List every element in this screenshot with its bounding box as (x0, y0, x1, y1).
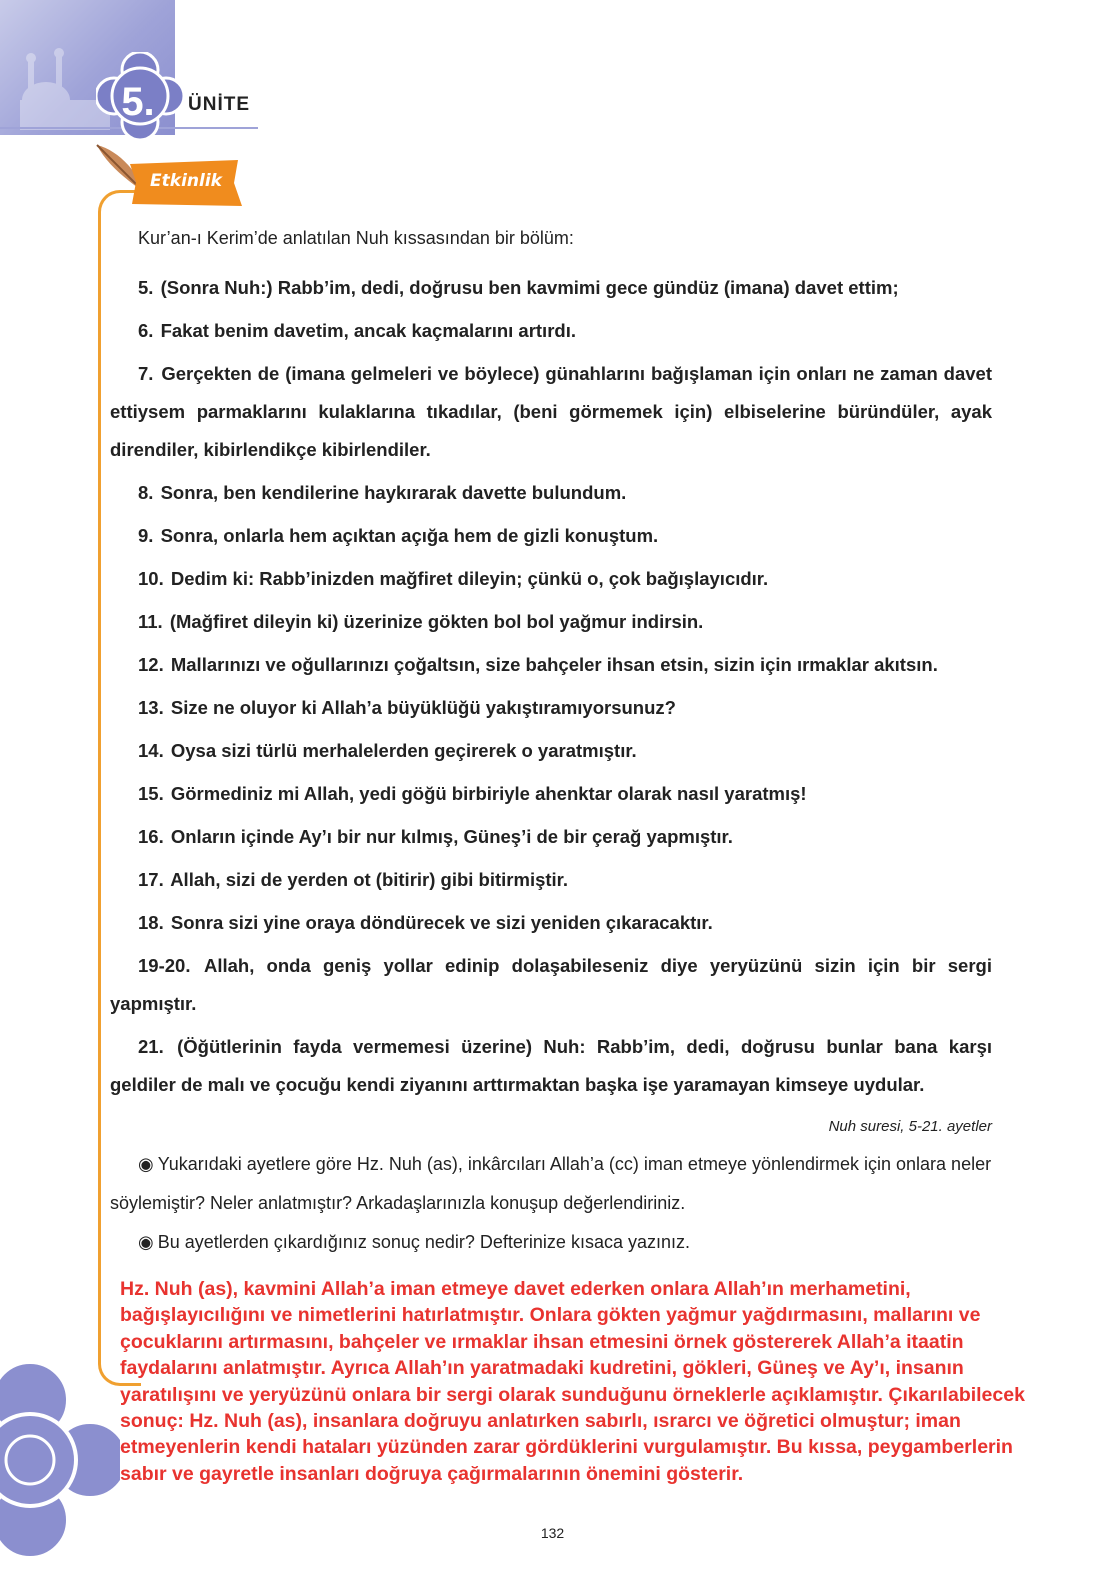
verse-item (110, 646, 992, 684)
verse-number: 19-20. (138, 955, 191, 976)
verse-text: Size ne oluyor ki Allah’a büyüklüğü yakıştıramıyorsunuz? (170, 697, 676, 718)
verse-text: Fakat benim davetim, ancak kaçmalarını artırdı. (160, 320, 576, 341)
verse-number: 15. (138, 783, 164, 804)
verse-item (110, 517, 992, 555)
verse-item (110, 474, 992, 512)
question-item (110, 1223, 992, 1262)
verse-number: 13. (138, 697, 164, 718)
verse-text: (Sonra Nuh:) Rabb’im, dedi, doğrusu ben kavmimi gece gündüz (imana) davet ettim; (160, 277, 899, 298)
unit-number: 5. (121, 80, 155, 124)
verse-text: (Öğütlerinin fayda vermemesi üzerine) Nuh: Rabb’im, dedi, doğrusu bunlar bana karşı geldiler de malı ve çocuğu kendi ziyanını arttırmaktan başka işe yaramayan kimseye uydular. (110, 1036, 992, 1095)
verse-item (110, 603, 992, 641)
verse-number: 6. (138, 320, 154, 341)
verse-item (110, 818, 992, 856)
page-number: 132 (540, 1525, 565, 1541)
unit-label: ÜNİTE (188, 94, 250, 115)
verse-text: Sonra, ben kendilerine haykırarak davette bulundum. (160, 482, 627, 503)
verse-source: Nuh suresi, 5-21. ayetler (828, 1118, 992, 1135)
verse-number: 5. (138, 277, 154, 298)
handwritten-answer: Hz. Nuh (as), kavmini Allah’a iman etmeye davet ederken onlara Allah’ın merhametini, bağışlayıcılığını ve nimetlerini hatırlatmıştır. Onlara gökten yağmur yağdırmasını, mallarını ve çocuklarını artırmasını, bahçeler ve ırmaklar ihsan etmesini örnek göstererek Allah’a itaatin faydalarını anlatmıştır. Ayrıca Allah’ın yaratmadaki kudretini, gökleri, Güneş ve Ay’ı, insanın yaratılışını ve yeryüzünü onlara bir sergi olarak sunduğunu örneklerle açıklamıştır. Çıkarılabilecek sonuç: Hz. Nuh (as), insanlara doğruyu anlatırken sabırlı, ısrarcı ve öğretici olmuştur; iman etmeyenlerin kendi hataları yüzünden zarar gördüklerini vurgulamıştır. Bu kıssa, peygamberlerin sabır ve gayretle insanları doğruya çağırmalarının önemini gösterir. (120, 1278, 1025, 1485)
verse-text: (Mağfiret dileyin ki) üzerinize gökten bol bol yağmur indirsin. (169, 611, 704, 632)
verse-item (110, 732, 992, 770)
question-text: Yukarıdaki ayetlere göre Hz. Nuh (as), inkârcıları Allah’a (cc) iman etmeye yönlendirmek için onlara neler söylemiştir? Neler anlatmıştır? Arkadaşlarınızla konuşup değerlendiriniz. (110, 1154, 992, 1213)
question-text: Bu ayetlerden çıkardığınız sonuç nedir? Defterinize kısaca yazınız. (157, 1232, 690, 1252)
verse-text: Sonra sizi yine oraya döndürecek ve sizi yeniden çıkaracaktır. (170, 912, 713, 933)
verse-item (110, 947, 992, 1023)
verse-text: Sonra, onlarla hem açıktan açığa hem de gizli konuştum. (160, 525, 659, 546)
verse-number: 18. (138, 912, 164, 933)
verse-number: 21. (138, 1036, 164, 1057)
verse-number: 17. (138, 869, 164, 890)
verse-number: 8. (138, 482, 154, 503)
verse-item (110, 355, 992, 469)
verse-number: 16. (138, 826, 164, 847)
verse-text: Dedim ki: Rabb’inizden mağfiret dileyin; çünkü o, çok bağışlayıcıdır. (170, 568, 769, 589)
verse-number: 11. (138, 611, 163, 632)
activity-content (110, 228, 992, 1262)
verse-number: 12. (138, 654, 164, 675)
activity-intro: Kur’an-ı Kerim’de anlatılan Nuh kıssasından bir bölüm: (138, 228, 574, 248)
verse-item (110, 861, 992, 899)
verse-item (110, 775, 992, 813)
verse-number: 7. (138, 363, 154, 384)
question-item (110, 1145, 992, 1223)
bullet-icon: ◉ (138, 1232, 154, 1252)
verse-text: Görmediniz mi Allah, yedi göğü birbiriyle ahenktar olarak nasıl yaratmış! (170, 783, 807, 804)
verse-text: Allah, sizi de yerden ot (bitirir) gibi bitirmiştir. (170, 869, 568, 890)
verse-item (110, 1028, 992, 1104)
bullet-icon: ◉ (138, 1154, 154, 1174)
decorative-flower-icon (0, 1360, 120, 1580)
verse-text: Allah, onda geniş yollar edinip dolaşabileseniz diye yeryüzünü sizin için bir sergi yapmıştır. (110, 955, 992, 1014)
verse-number: 10. (138, 568, 164, 589)
question-list (110, 1145, 992, 1262)
verse-item (110, 269, 992, 307)
verse-list (110, 269, 992, 1104)
verse-number: 9. (138, 525, 154, 546)
verse-item (110, 689, 992, 727)
verse-text: Mallarınızı ve oğullarınızı çoğaltsın, size bahçeler ihsan etsin, sizin için ırmaklar akıtsın. (170, 654, 938, 675)
verse-item (110, 904, 992, 942)
verse-text: Gerçekten de (imana gelmeleri ve böylece) günahlarını bağışlaman için onları ne zaman davet ettiysem parmaklarını kulaklarına tıkadılar, (beni görmemek için) elbiselerine büründüler, ayak direndiler, kibirlendikçe kibirlendiler. (110, 363, 992, 460)
verse-text: Oysa sizi türlü merhalelerden geçirerek o yaratmıştır. (170, 740, 637, 761)
verse-text: Onların içinde Ay’ı bir nur kılmış, Güneş’i de bir çerağ yapmıştır. (170, 826, 733, 847)
verse-item (110, 560, 992, 598)
verse-number: 14. (138, 740, 164, 761)
activity-title: Etkinlik (150, 171, 222, 191)
verse-item (110, 312, 992, 350)
